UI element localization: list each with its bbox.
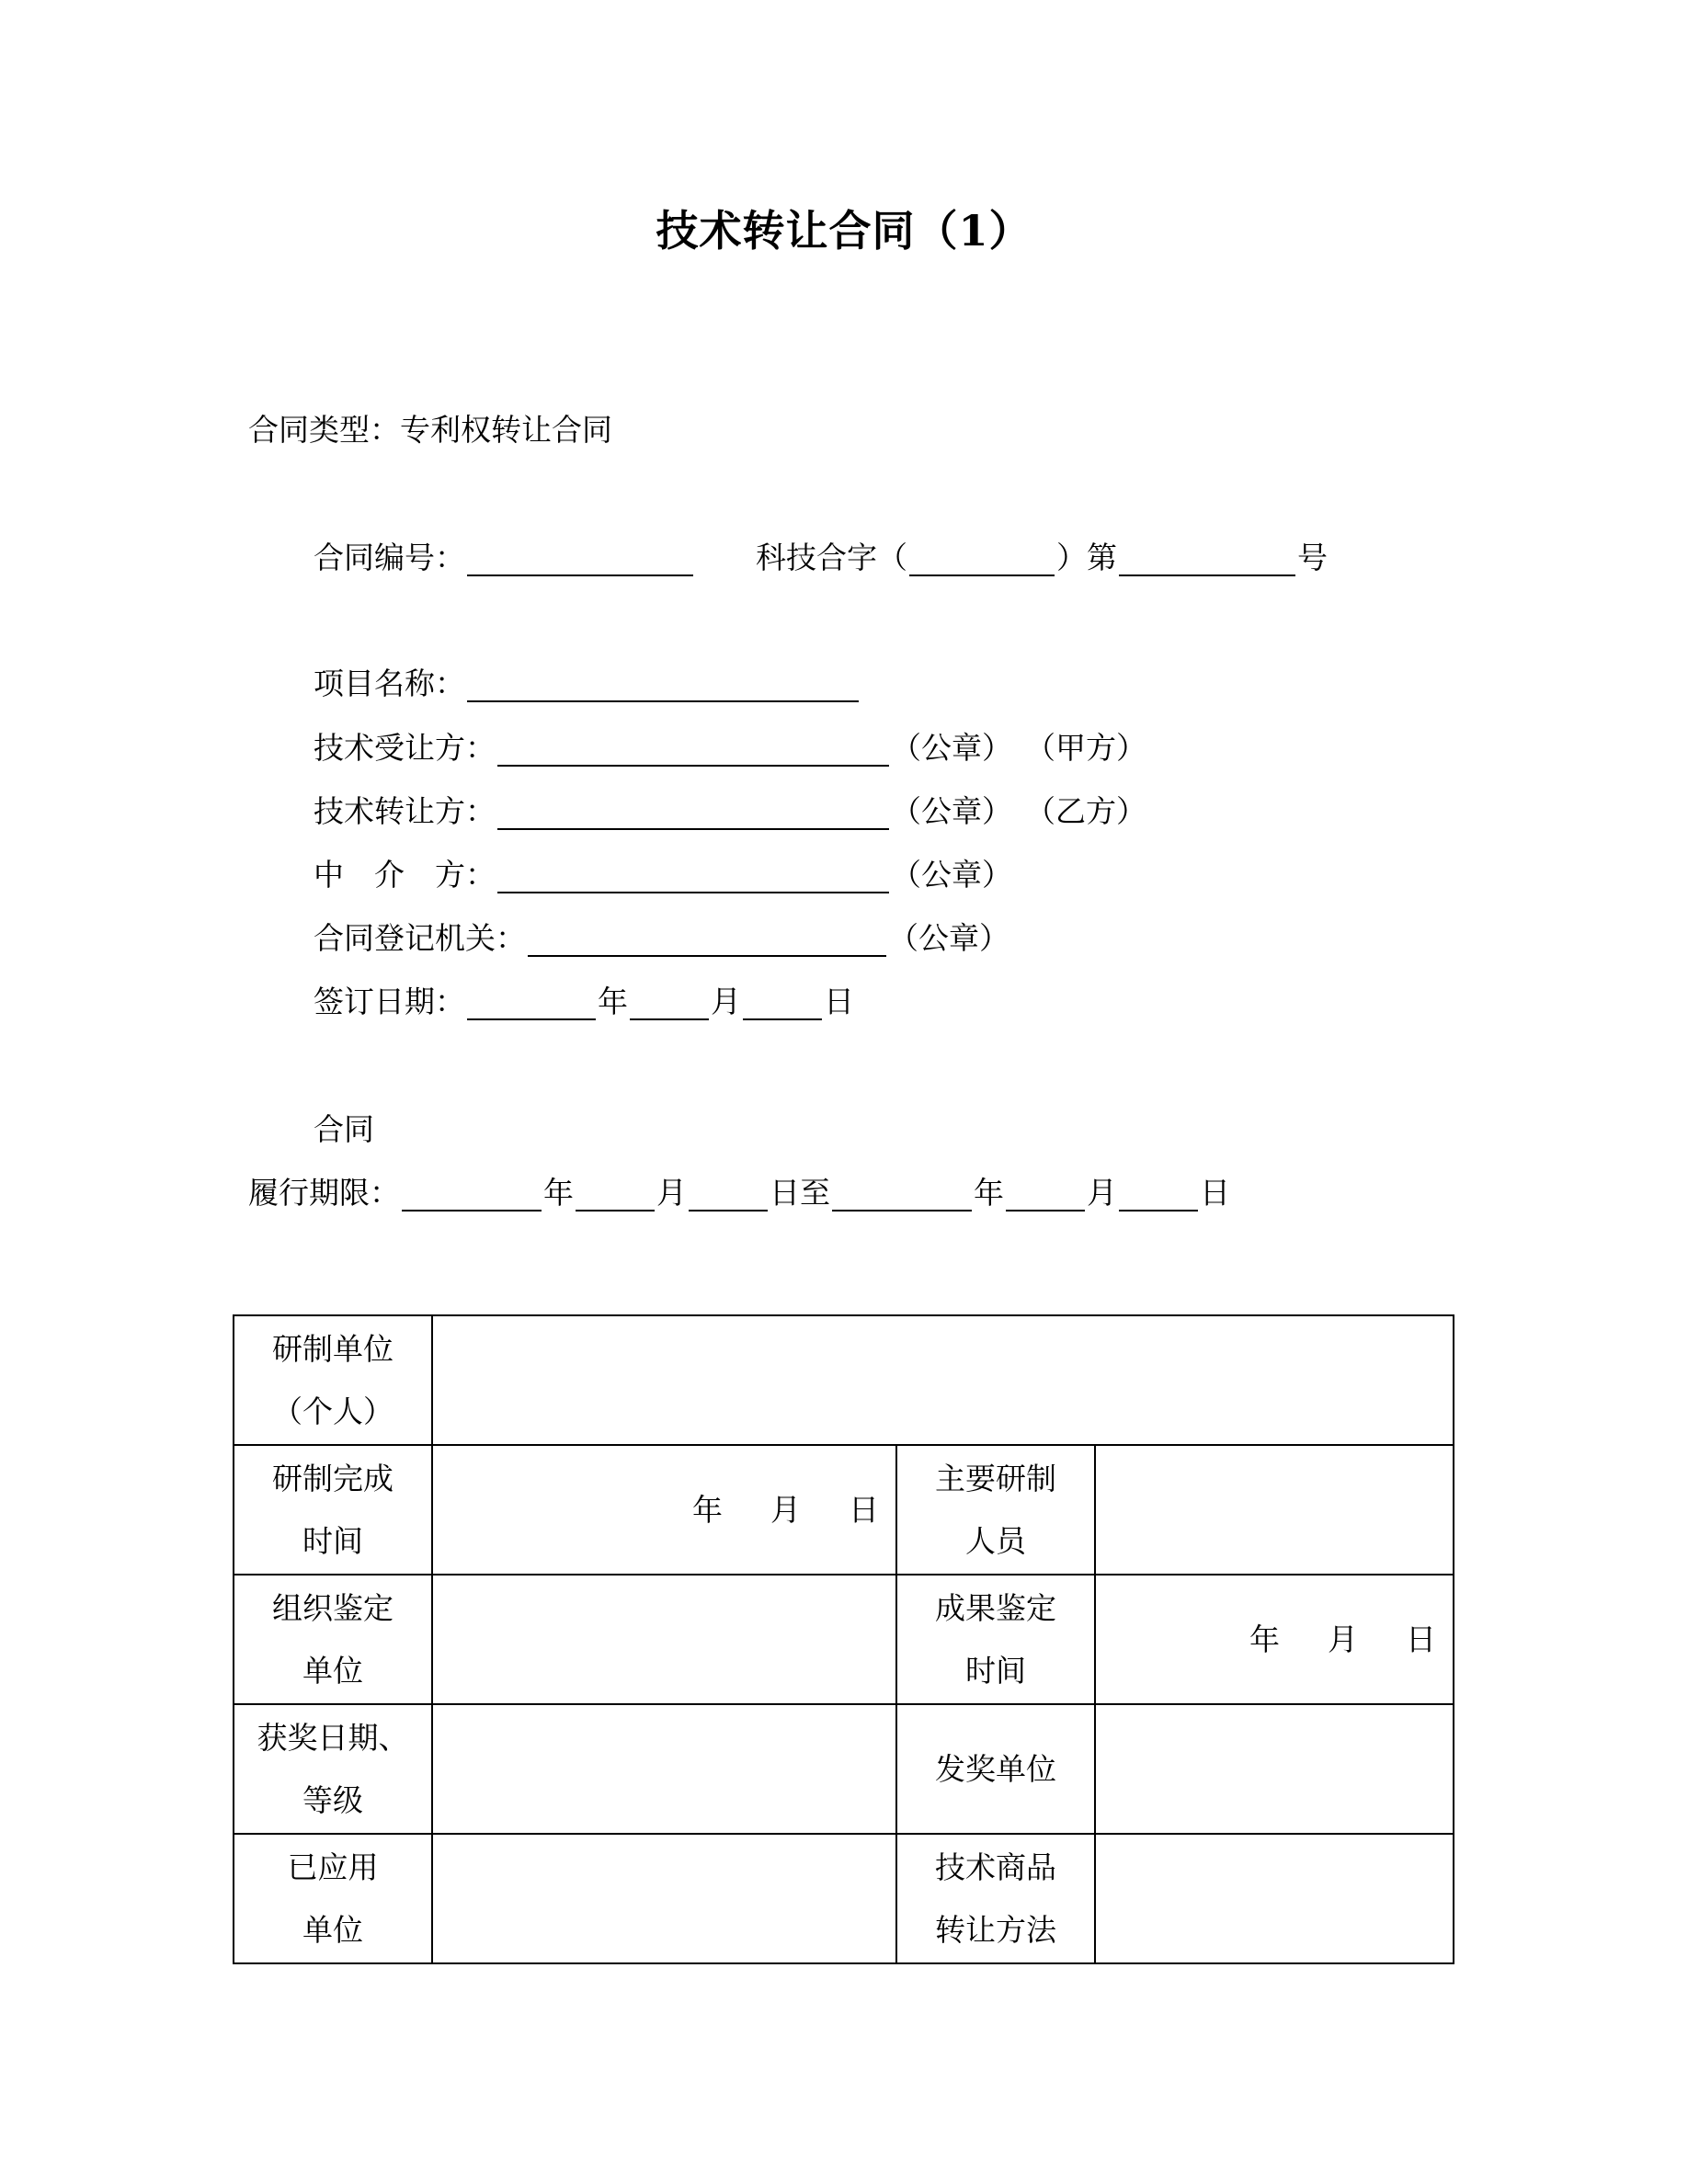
month-text: 月 [1328, 1621, 1358, 1657]
day-text: 日 [849, 1491, 879, 1528]
registration-line [314, 920, 1009, 957]
sign-day-blank[interactable] [743, 987, 822, 1020]
term-line [248, 1175, 1230, 1211]
sign-month-blank[interactable] [630, 987, 709, 1020]
day-text: 日 [770, 1175, 800, 1211]
contract-number-label: 合同编号： [314, 540, 465, 575]
award-date-value[interactable] [432, 1704, 896, 1834]
intermediary-line [314, 857, 1012, 893]
main-developers-value[interactable] [1095, 1445, 1454, 1575]
year-text: 年 [1249, 1621, 1280, 1657]
label-line: 成果鉴定 [935, 1589, 1056, 1626]
contract-type-value: 专利权转让合同 [400, 412, 612, 448]
month-text: 月 [770, 1491, 801, 1528]
applied-units-label [234, 1834, 432, 1963]
year-text: 年 [543, 1175, 574, 1211]
label-line: 技术商品 [935, 1848, 1056, 1885]
document-title: 技术转让合同（1） [656, 206, 1032, 256]
label-line: （个人） [272, 1393, 393, 1429]
transfer-method-label [896, 1834, 1095, 1963]
table-row [234, 1834, 1454, 1963]
contract-type-line [248, 412, 612, 449]
intermediary-blank[interactable] [497, 860, 889, 893]
label-line: 转让方法 [935, 1911, 1056, 1948]
label-line: 组织鉴定 [272, 1589, 393, 1626]
intermediary-label: 中 介 方： [314, 857, 496, 893]
to-text: 至 [800, 1175, 830, 1211]
day-text: 日 [1406, 1621, 1436, 1657]
term-start-year-blank[interactable] [402, 1178, 542, 1211]
appraisal-org-label [234, 1575, 432, 1704]
table-row [234, 1704, 1454, 1834]
sign-year-blank[interactable] [467, 987, 596, 1020]
transferee-seal: （公章） [891, 730, 1012, 766]
day-text: 日 [1200, 1175, 1230, 1211]
year-text: 年 [692, 1491, 723, 1528]
term-start-day-blank[interactable] [689, 1178, 768, 1211]
registration-seal: （公章） [888, 920, 1009, 956]
table-row [234, 1575, 1454, 1704]
sci-tech-blank[interactable] [909, 543, 1055, 576]
label-line: 获奖日期、 [257, 1719, 409, 1756]
transferee-label: 技术受让方： [314, 730, 496, 766]
registration-label: 合同登记机关： [314, 920, 526, 956]
award-date-label [234, 1704, 432, 1834]
completion-time-value[interactable] [432, 1445, 896, 1575]
number-suffix: 号 [1297, 540, 1328, 575]
day-text: 日 [824, 984, 854, 1019]
contract-number-blank[interactable] [467, 543, 693, 576]
label-line: 等级 [302, 1781, 363, 1818]
transferor-seal: （公章） [891, 793, 1012, 829]
sign-date-line [314, 984, 854, 1020]
transfer-method-value[interactable] [1095, 1834, 1454, 1963]
transferor-line [314, 793, 1146, 830]
project-name-label: 项目名称： [314, 665, 465, 701]
completion-time-label [234, 1445, 432, 1575]
registration-blank[interactable] [528, 924, 886, 957]
appraisal-org-value[interactable] [432, 1575, 896, 1704]
month-text: 月 [711, 984, 741, 1019]
sign-date-label: 签订日期： [314, 984, 465, 1019]
term-label-line1: 合同 [314, 1111, 374, 1147]
term-end-month-blank[interactable] [1006, 1178, 1085, 1211]
label-line: 人员 [965, 1522, 1026, 1559]
label-line: 研制单位 [272, 1330, 393, 1367]
main-developers-label [896, 1445, 1095, 1575]
label-line: 发奖单位 [935, 1750, 1056, 1787]
award-issuer-label [896, 1704, 1095, 1834]
transferee-role: （甲方） [1025, 730, 1146, 766]
table-row [234, 1315, 1454, 1445]
label-line: 单位 [302, 1911, 363, 1948]
month-text: 月 [1087, 1175, 1117, 1211]
label-line: 研制完成 [272, 1460, 393, 1496]
term-end-year-blank[interactable] [832, 1178, 972, 1211]
year-text: 年 [598, 984, 628, 1019]
sci-tech-close: ）第 [1056, 540, 1117, 575]
applied-units-value[interactable] [432, 1834, 896, 1963]
year-text: 年 [974, 1175, 1004, 1211]
term-end-day-blank[interactable] [1119, 1178, 1198, 1211]
developer-label [234, 1315, 432, 1445]
label-line: 已应用 [287, 1848, 379, 1885]
label-line: 时间 [965, 1652, 1026, 1689]
table-row [234, 1445, 1454, 1575]
label-line: 单位 [302, 1652, 363, 1689]
transferor-label: 技术转让方： [314, 793, 496, 829]
developer-value[interactable] [432, 1315, 1454, 1445]
contract-number-line [314, 540, 1328, 576]
intermediary-seal: （公章） [891, 857, 1012, 893]
transferee-line [314, 730, 1146, 767]
serial-number-blank[interactable] [1119, 543, 1295, 576]
project-name-line [314, 665, 861, 702]
label-line: 时间 [302, 1522, 363, 1559]
award-issuer-value[interactable] [1095, 1704, 1454, 1834]
appraisal-time-value[interactable] [1095, 1575, 1454, 1704]
label-line: 主要研制 [935, 1460, 1056, 1496]
info-table [233, 1314, 1454, 1964]
sci-tech-label: 科技合字（ [756, 540, 907, 575]
contract-type-label: 合同类型： [248, 412, 400, 448]
appraisal-time-label [896, 1575, 1095, 1704]
term-label: 履行期限： [248, 1175, 400, 1211]
transferor-blank[interactable] [497, 797, 889, 830]
transferor-role: （乙方） [1025, 793, 1146, 829]
transferee-blank[interactable] [497, 734, 889, 767]
project-name-blank[interactable] [467, 669, 859, 702]
term-start-month-blank[interactable] [576, 1178, 655, 1211]
month-text: 月 [656, 1175, 687, 1211]
